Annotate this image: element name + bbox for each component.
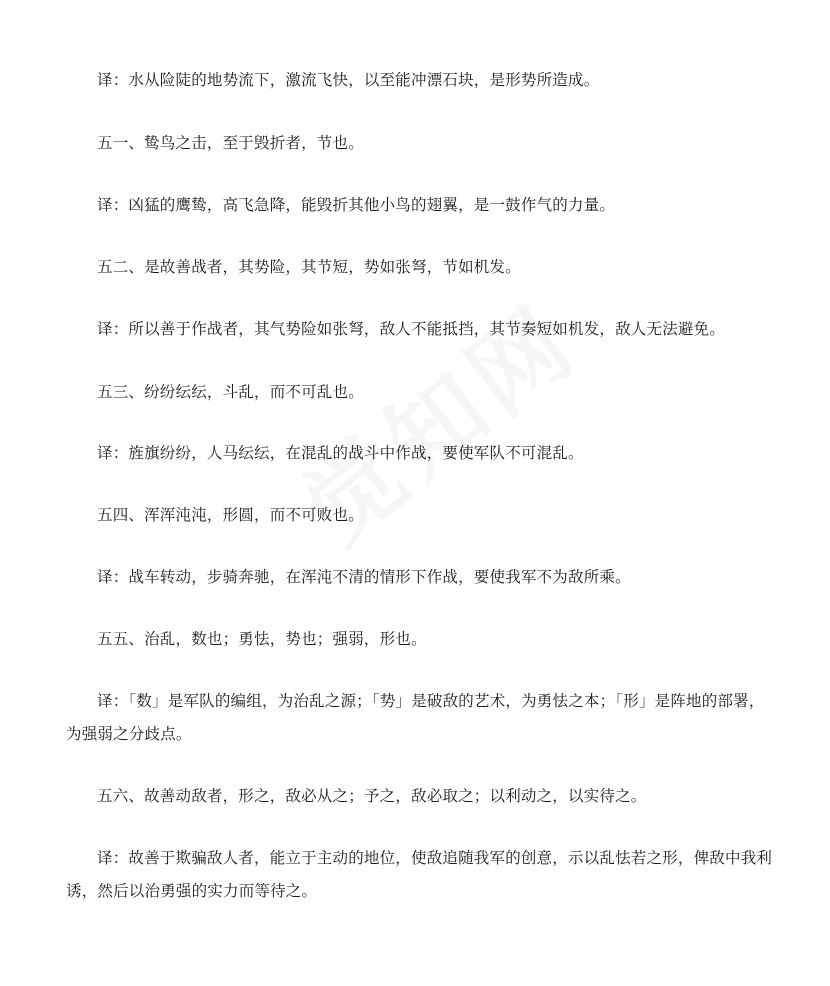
paragraph-translation: 译：凶猛的鹰鸷，高飞急降，能毁折其他小鸟的翅翼，是一鼓作气的力量。 <box>97 196 616 214</box>
paragraph-translation: 译：战车转动，步骑奔驰，在浑沌不清的情形下作战，要使我军不为敌所乘。 <box>97 568 631 586</box>
paragraph-translation: 译：水从险陡的地势流下，激流飞快，以至能冲漂石块，是形势所造成。 <box>97 71 600 89</box>
paragraph-translation: 译：旌旗纷纷，人马纭纭，在混乱的战斗中作战，要使军队不可混乱。 <box>97 444 584 462</box>
paragraph-verse: 五四、浑浑沌沌，形圆，而不可败也。 <box>97 506 364 524</box>
paragraph-verse: 五二、是故善战者，其势险，其节短，势如张弩，节如机发。 <box>97 258 521 276</box>
paragraph-verse: 五六、故善动敌者，形之，敌必从之；予之，敌必取之；以利动之，以实待之。 <box>97 787 647 805</box>
paragraph-translation: 译：「数」是军队的编组，为治乱之源；「势」是破敌的艺术，为勇怯之本；「形」是阵地的部署，为强弱之分歧点。 <box>66 692 765 743</box>
paragraph-translation: 译：故善于欺骗敌人者，能立于主动的地位，使敌追随我军的创意，示以乱怯若之形，俾敌中我利诱，然后以治勇强的实力而等待之。 <box>66 849 773 900</box>
paragraph-translation: 译：所以善于作战者，其气势险如张弩，敌人不能抵挡，其节奏短如机发，敌人无法避免。 <box>97 320 726 338</box>
paragraph-verse: 五五、治乱，数也；勇怯，势也；强弱，形也。 <box>97 630 427 648</box>
paragraph-verse: 五三、纷纷纭纭，斗乱，而不可乱也。 <box>97 383 364 401</box>
paragraph-verse: 五一、鸷鸟之击，至于毁折者，节也。 <box>97 134 364 152</box>
